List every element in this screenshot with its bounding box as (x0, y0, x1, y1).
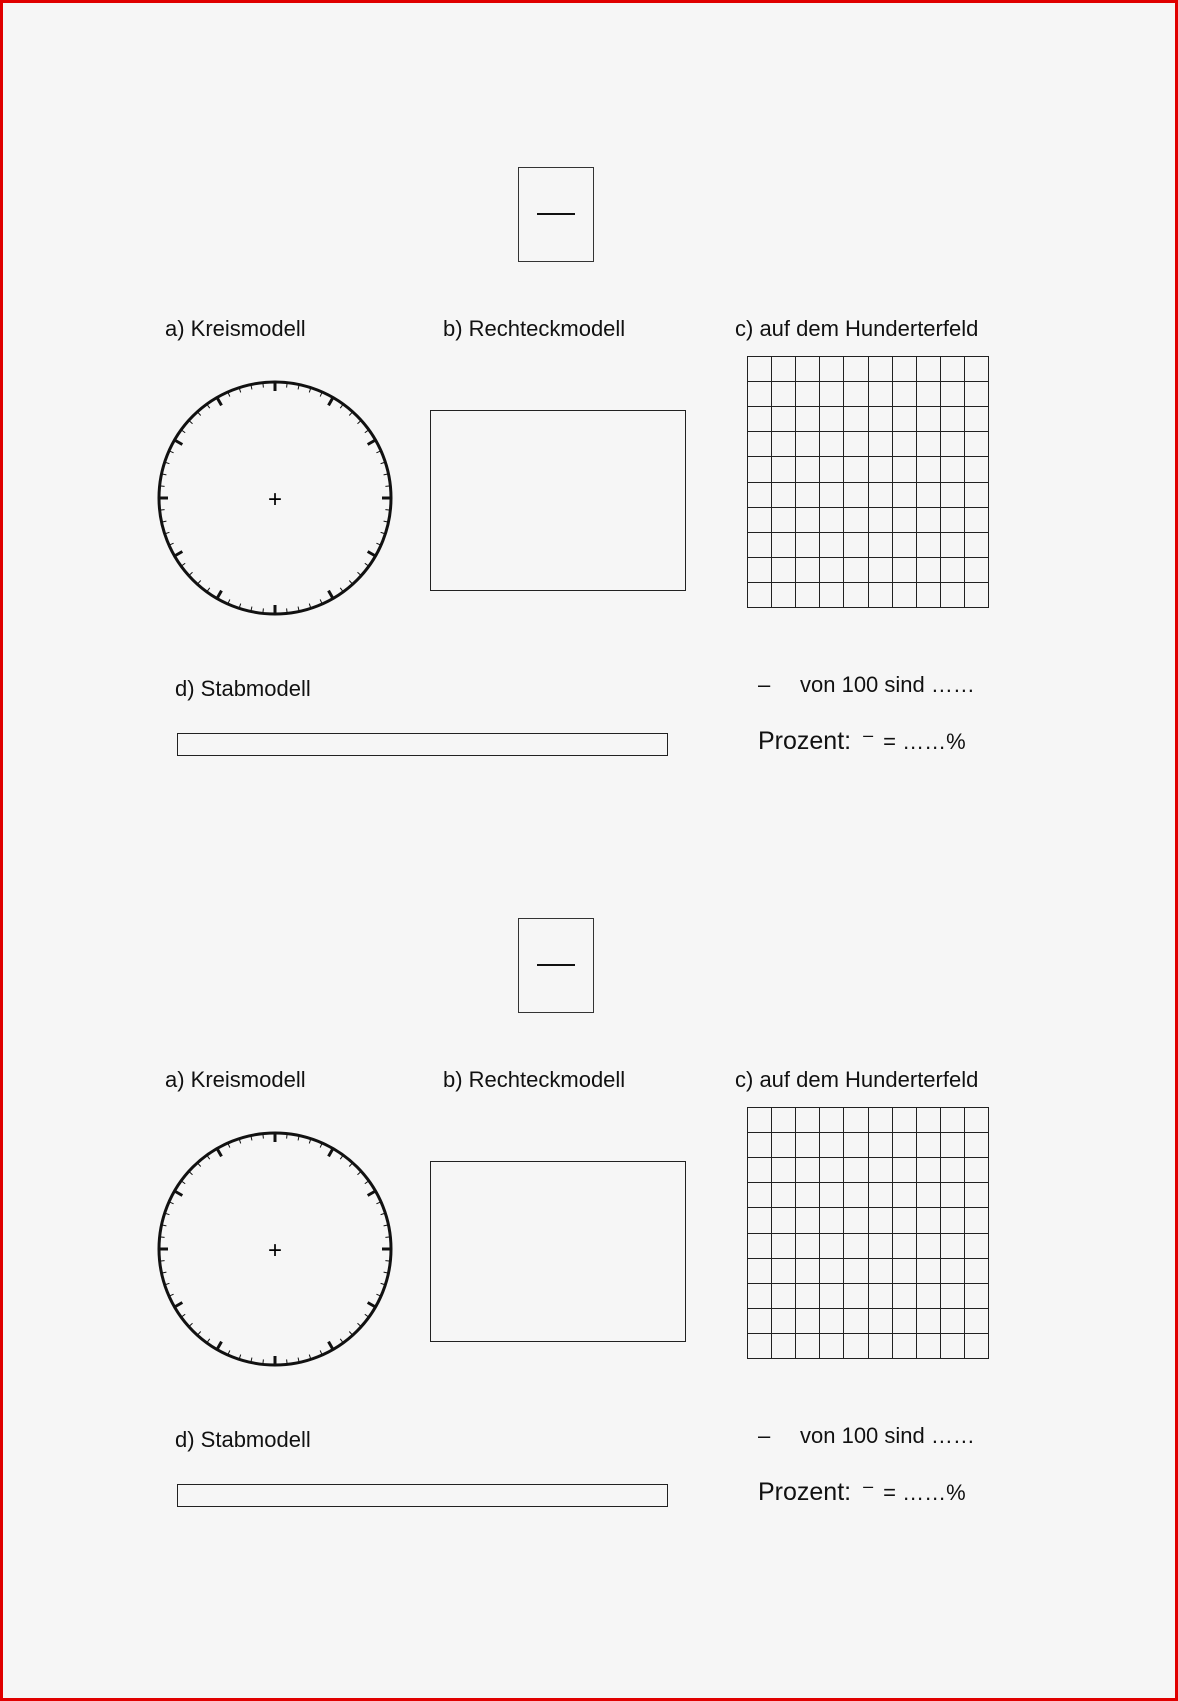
circle-center-mark: + (267, 486, 283, 513)
hundred-grid-cell (772, 533, 796, 558)
hundred-grid-cell (917, 1309, 941, 1334)
hundred-grid-cell (893, 1158, 917, 1183)
hundred-grid-cell (965, 457, 989, 482)
circle-model (154, 377, 396, 619)
fraction-line (537, 964, 575, 966)
hundred-grid-cell (869, 1309, 893, 1334)
hundred-grid-cell (941, 558, 965, 583)
circle-minor-tick (197, 1163, 200, 1167)
hundred-grid-cell (893, 1309, 917, 1334)
hundred-grid-cell (941, 1158, 965, 1183)
hundred-grid-cell (917, 558, 941, 583)
hundred-grid-cell (748, 457, 772, 482)
hundred-grid-cell (965, 583, 989, 608)
percent-dash: – (863, 725, 874, 745)
of-hundred-sentence: von 100 sind …… (800, 1423, 975, 1448)
circle-model-label: a) Kreismodell (165, 1067, 306, 1092)
hundred-grid-cell (965, 483, 989, 508)
hundred-grid-cell (796, 407, 820, 432)
hundred-grid-cell (820, 407, 844, 432)
hundred-grid-label: c) auf dem Hunderterfeld (735, 316, 979, 341)
hundred-grid-cell (965, 357, 989, 382)
hundred-grid-cell (820, 1284, 844, 1309)
hundred-grid-cell (941, 583, 965, 608)
hundred-grid-cell (796, 508, 820, 533)
hundred-grid-cell (965, 1259, 989, 1284)
hundred-grid-cell (917, 1108, 941, 1133)
circle-minor-tick (357, 420, 361, 423)
hundred-grid-cell (748, 1133, 772, 1158)
hundred-grid-cell (772, 483, 796, 508)
hundred-grid-cell (796, 483, 820, 508)
hundred-grid-cell (893, 1208, 917, 1233)
hundred-grid-cell (844, 1183, 868, 1208)
hundred-grid-cell (893, 558, 917, 583)
circle-minor-tick (349, 580, 352, 584)
hundred-grid-cell (820, 1183, 844, 1208)
hundred-grid-cell (796, 1334, 820, 1359)
percent-title: Prozent: (758, 1478, 852, 1506)
circle-major-tick (175, 440, 183, 445)
hundred-grid-cell (844, 558, 868, 583)
hundred-grid-cell (796, 432, 820, 457)
hundred-grid-cell (917, 1259, 941, 1284)
hundred-grid-cell (748, 583, 772, 608)
hundred-grid-cell (772, 1133, 796, 1158)
hundred-grid-cell (844, 457, 868, 482)
hundred-grid-cell (844, 1284, 868, 1309)
hundred-grid-cell (917, 357, 941, 382)
circle-major-tick (217, 1342, 222, 1350)
hundred-grid-cell (772, 508, 796, 533)
hundred-grid-cell (820, 432, 844, 457)
hundred-grid-cell (820, 558, 844, 583)
hundred-grid-cell (772, 558, 796, 583)
hundred-grid-cell (772, 1259, 796, 1284)
hundred-grid-cell (869, 432, 893, 457)
percent-equals: = ……% (883, 1480, 966, 1505)
hundred-grid-cell (820, 1133, 844, 1158)
circle-major-tick (368, 1191, 376, 1196)
hundred-grid-cell (772, 1284, 796, 1309)
hundred-grid-cell (917, 583, 941, 608)
hundred-grid-cell (796, 1234, 820, 1259)
hundred-grid-cell (796, 1208, 820, 1233)
hundred-grid-cell (869, 1158, 893, 1183)
hundred-grid-cell (796, 583, 820, 608)
circle-minor-tick (349, 1331, 352, 1335)
hundred-grid-cell (796, 1133, 820, 1158)
circle-minor-tick (160, 1261, 165, 1262)
hundred-grid-cell (941, 457, 965, 482)
hundred-grid-cell (869, 583, 893, 608)
hundred-grid-cell (820, 1259, 844, 1284)
hundred-grid-cell (869, 1183, 893, 1208)
fraction-box (518, 918, 594, 1013)
hundred-grid-cell (772, 1309, 796, 1334)
hundred-grid-cell (796, 382, 820, 407)
percent-equals: = ……% (883, 729, 966, 754)
hundred-grid-cell (844, 1108, 868, 1133)
circle-minor-tick (349, 412, 352, 416)
hundred-grid-cell (965, 1309, 989, 1334)
hundred-grid-cell (844, 508, 868, 533)
circle-major-tick (368, 440, 376, 445)
hundred-grid-cell (869, 483, 893, 508)
circle-minor-tick (287, 1359, 288, 1364)
of-hundred-dash: – (758, 672, 771, 697)
hundred-grid-cell (748, 558, 772, 583)
hundred-grid-cell (965, 382, 989, 407)
circle-minor-tick (357, 572, 361, 575)
circle-minor-tick (287, 608, 288, 613)
hundred-grid-cell (941, 407, 965, 432)
of-hundred-text (758, 1423, 975, 1449)
hundred-grid-cell (869, 357, 893, 382)
hundred-grid-cell (917, 1208, 941, 1233)
hundred-grid-cell (796, 558, 820, 583)
hundred-grid-cell (844, 1158, 868, 1183)
hundred-grid-cell (941, 1108, 965, 1133)
circle-minor-tick (263, 1359, 264, 1364)
hundred-grid-cell (844, 357, 868, 382)
hundred-grid-cell (748, 382, 772, 407)
hundred-grid-cell (869, 1284, 893, 1309)
circle-center-mark: + (267, 1237, 283, 1264)
hundred-grid-cell (893, 432, 917, 457)
hundred-grid-cell (844, 1234, 868, 1259)
hundred-grid-cell (748, 1234, 772, 1259)
hundred-grid-cell (772, 457, 796, 482)
hundred-grid-cell (965, 1334, 989, 1359)
hundred-grid-cell (917, 407, 941, 432)
hundred-grid-cell (748, 1108, 772, 1133)
bar-model (177, 733, 668, 756)
fraction-box (518, 167, 594, 262)
hundred-grid-cell (844, 533, 868, 558)
circle-minor-tick (263, 608, 264, 613)
hundred-grid-cell (965, 1234, 989, 1259)
hundred-grid-cell (917, 1183, 941, 1208)
hundred-grid-cell (941, 1334, 965, 1359)
hundred-grid-cell (869, 1133, 893, 1158)
hundred-grid-cell (844, 407, 868, 432)
circle-minor-tick (349, 1163, 352, 1167)
hundred-grid-cell (965, 1158, 989, 1183)
hundred-grid-cell (965, 1108, 989, 1133)
hundred-grid-cell (941, 533, 965, 558)
hundred-grid-cell (820, 1309, 844, 1334)
hundred-grid-cell (796, 457, 820, 482)
hundred-grid-cell (917, 533, 941, 558)
hundred-grid-cell (772, 583, 796, 608)
circle-minor-tick (357, 1323, 361, 1326)
hundred-grid-cell (796, 1183, 820, 1208)
hundred-grid-cell (965, 1133, 989, 1158)
hundred-grid-cell (748, 1183, 772, 1208)
circle-minor-tick (287, 1134, 288, 1139)
hundred-grid-cell (796, 1284, 820, 1309)
hundred-grid-cell (772, 1158, 796, 1183)
hundred-grid-cell (748, 1208, 772, 1233)
hundred-grid-cell (893, 1183, 917, 1208)
hundred-grid-cell (748, 1309, 772, 1334)
hundred-grid-cell (869, 1234, 893, 1259)
hundred-grid-cell (844, 1133, 868, 1158)
hundred-grid-cell (941, 382, 965, 407)
circle-minor-tick (197, 580, 200, 584)
circle-minor-tick (189, 572, 193, 575)
hundred-grid-cell (941, 508, 965, 533)
of-hundred-dash: – (758, 1423, 771, 1448)
hundred-grid-cell (893, 1334, 917, 1359)
hundred-grid-cell (917, 1334, 941, 1359)
fraction-worksheet-bottom (3, 754, 1178, 1506)
hundred-grid-cell (893, 457, 917, 482)
hundred-grid-cell (869, 508, 893, 533)
hundred-grid-cell (820, 508, 844, 533)
hundred-grid-cell (772, 357, 796, 382)
rectangle-model-label: b) Rechteckmodell (443, 1067, 626, 1092)
hundred-grid-cell (844, 1334, 868, 1359)
hundred-grid-cell (893, 1133, 917, 1158)
hundred-grid-cell (820, 457, 844, 482)
hundred-grid-cell (772, 1234, 796, 1259)
hundred-grid-cell (941, 1183, 965, 1208)
hundred-grid-cell (965, 508, 989, 533)
hundred-grid-cell (869, 1259, 893, 1284)
rectangle-model (430, 1161, 686, 1342)
circle-major-tick (329, 1149, 334, 1157)
hundred-grid-cell (820, 583, 844, 608)
percent-answer-line (758, 1477, 966, 1507)
hundred-grid-cell (917, 1284, 941, 1309)
circle-minor-tick (357, 1171, 361, 1174)
hundred-grid-cell (820, 382, 844, 407)
hundred-grid-cell (941, 1234, 965, 1259)
hundred-grid-cell (941, 1309, 965, 1334)
circle-minor-tick (160, 510, 165, 511)
hundred-grid-cell (941, 1259, 965, 1284)
circle-minor-tick (287, 383, 288, 388)
circle-major-tick (175, 1303, 183, 1308)
circle-minor-tick (189, 1171, 193, 1174)
hundred-grid-cell (941, 357, 965, 382)
rectangle-model (430, 410, 686, 591)
bar-model-label: d) Stabmodell (175, 1427, 311, 1452)
circle-minor-tick (160, 1237, 165, 1238)
hundred-grid-cell (820, 533, 844, 558)
bar-model-label: d) Stabmodell (175, 676, 311, 701)
hundred-grid-cell (796, 1158, 820, 1183)
hundred-grid-cell (796, 1108, 820, 1133)
hundred-grid-cell (893, 382, 917, 407)
circle-minor-tick (385, 510, 390, 511)
hundred-grid-cell (772, 1108, 796, 1133)
percent-title: Prozent: (758, 727, 852, 755)
hundred-grid-cell (965, 1183, 989, 1208)
circle-major-tick (175, 1191, 183, 1196)
hundred-grid-cell (917, 432, 941, 457)
hundred-grid-cell (772, 1334, 796, 1359)
hundred-grid-cell (941, 1284, 965, 1309)
hundred-grid-cell (917, 508, 941, 533)
hundred-grid-cell (869, 1334, 893, 1359)
fraction-worksheet-top (3, 3, 1178, 755)
hundred-grid-cell (796, 533, 820, 558)
hundred-grid-cell (844, 1309, 868, 1334)
hundred-grid-cell (893, 508, 917, 533)
hundred-grid-cell (844, 1208, 868, 1233)
hundred-grid-cell (820, 483, 844, 508)
hundred-grid-cell (748, 508, 772, 533)
hundred-grid-cell (965, 533, 989, 558)
hundred-grid-cell (893, 1284, 917, 1309)
hundred-grid-cell (869, 457, 893, 482)
circle-minor-tick (385, 486, 390, 487)
circle-major-tick (368, 552, 376, 557)
hundred-grid-cell (820, 1158, 844, 1183)
hundred-grid-cell (893, 407, 917, 432)
circle-major-tick (217, 591, 222, 599)
hundred-grid-cell (917, 1234, 941, 1259)
fraction-line (537, 213, 575, 215)
hundred-grid-cell (941, 1208, 965, 1233)
hundred-grid-cell (748, 1259, 772, 1284)
circle-minor-tick (385, 1261, 390, 1262)
hundred-grid-cell (893, 483, 917, 508)
hundred-grid-cell (917, 1133, 941, 1158)
hundred-grid-cell (893, 357, 917, 382)
hundred-grid-cell (917, 382, 941, 407)
hundred-grid-cell (748, 357, 772, 382)
circle-major-tick (217, 398, 222, 406)
percent-dash: – (863, 1476, 874, 1496)
hundred-grid-cell (941, 483, 965, 508)
hundred-grid-cell (820, 1208, 844, 1233)
hundred-grid-cell (772, 1183, 796, 1208)
hundred-grid-label: c) auf dem Hunderterfeld (735, 1067, 979, 1092)
hundred-grid-cell (796, 1309, 820, 1334)
hundred-grid-cell (748, 1158, 772, 1183)
hundred-grid-cell (748, 432, 772, 457)
hundred-grid-cell (820, 357, 844, 382)
hundred-grid-cell (820, 1108, 844, 1133)
hundred-grid-cell (917, 483, 941, 508)
circle-model (154, 1128, 396, 1370)
hundred-grid-cell (941, 432, 965, 457)
circle-major-tick (329, 591, 334, 599)
hundred-grid-cell (796, 1259, 820, 1284)
hundred-grid-cell (869, 533, 893, 558)
hundred-grid-cell (820, 1334, 844, 1359)
rectangle-model-label: b) Rechteckmodell (443, 316, 626, 341)
hundred-grid-cell (796, 357, 820, 382)
circle-model-label: a) Kreismodell (165, 316, 306, 341)
hundred-grid-cell (772, 432, 796, 457)
hundred-grid-cell (844, 1259, 868, 1284)
hundred-grid-cell (893, 583, 917, 608)
hundred-grid-cell (748, 407, 772, 432)
hundred-grid-cell (748, 533, 772, 558)
hundred-grid-cell (965, 1284, 989, 1309)
percent-answer-line (758, 726, 966, 756)
hundred-grid-cell (869, 558, 893, 583)
circle-minor-tick (263, 1134, 264, 1139)
of-hundred-sentence: von 100 sind …… (800, 672, 975, 697)
of-hundred-text (758, 672, 975, 698)
hundred-grid-cell (893, 1259, 917, 1284)
circle-major-tick (329, 1342, 334, 1350)
hundred-grid-cell (965, 432, 989, 457)
hundred-grid-cell (869, 382, 893, 407)
circle-minor-tick (197, 1331, 200, 1335)
hundred-grid-cell (844, 432, 868, 457)
circle-minor-tick (160, 486, 165, 487)
hundred-grid-cell (844, 583, 868, 608)
hundred-grid-cell (772, 382, 796, 407)
hundred-grid-cell (965, 407, 989, 432)
hundred-grid-cell (772, 1208, 796, 1233)
hundred-grid-cell (965, 558, 989, 583)
hundred-grid-cell (772, 407, 796, 432)
hundred-grid-cell (844, 483, 868, 508)
hundred-grid-cell (893, 1108, 917, 1133)
circle-minor-tick (263, 383, 264, 388)
hundred-grid (747, 356, 989, 608)
hundred-grid-cell (844, 382, 868, 407)
hundred-grid-cell (869, 407, 893, 432)
hundred-grid-cell (965, 1208, 989, 1233)
circle-major-tick (329, 398, 334, 406)
circle-minor-tick (197, 412, 200, 416)
circle-minor-tick (189, 420, 193, 423)
circle-major-tick (368, 1303, 376, 1308)
circle-minor-tick (385, 1237, 390, 1238)
circle-major-tick (217, 1149, 222, 1157)
circle-major-tick (175, 552, 183, 557)
hundred-grid-cell (748, 1334, 772, 1359)
hundred-grid (747, 1107, 989, 1359)
hundred-grid-cell (893, 533, 917, 558)
hundred-grid-cell (941, 1133, 965, 1158)
hundred-grid-cell (748, 1284, 772, 1309)
hundred-grid-cell (917, 1158, 941, 1183)
hundred-grid-cell (748, 483, 772, 508)
hundred-grid-cell (917, 457, 941, 482)
hundred-grid-cell (869, 1108, 893, 1133)
hundred-grid-cell (820, 1234, 844, 1259)
circle-minor-tick (189, 1323, 193, 1326)
hundred-grid-cell (869, 1208, 893, 1233)
bar-model (177, 1484, 668, 1507)
hundred-grid-cell (893, 1234, 917, 1259)
